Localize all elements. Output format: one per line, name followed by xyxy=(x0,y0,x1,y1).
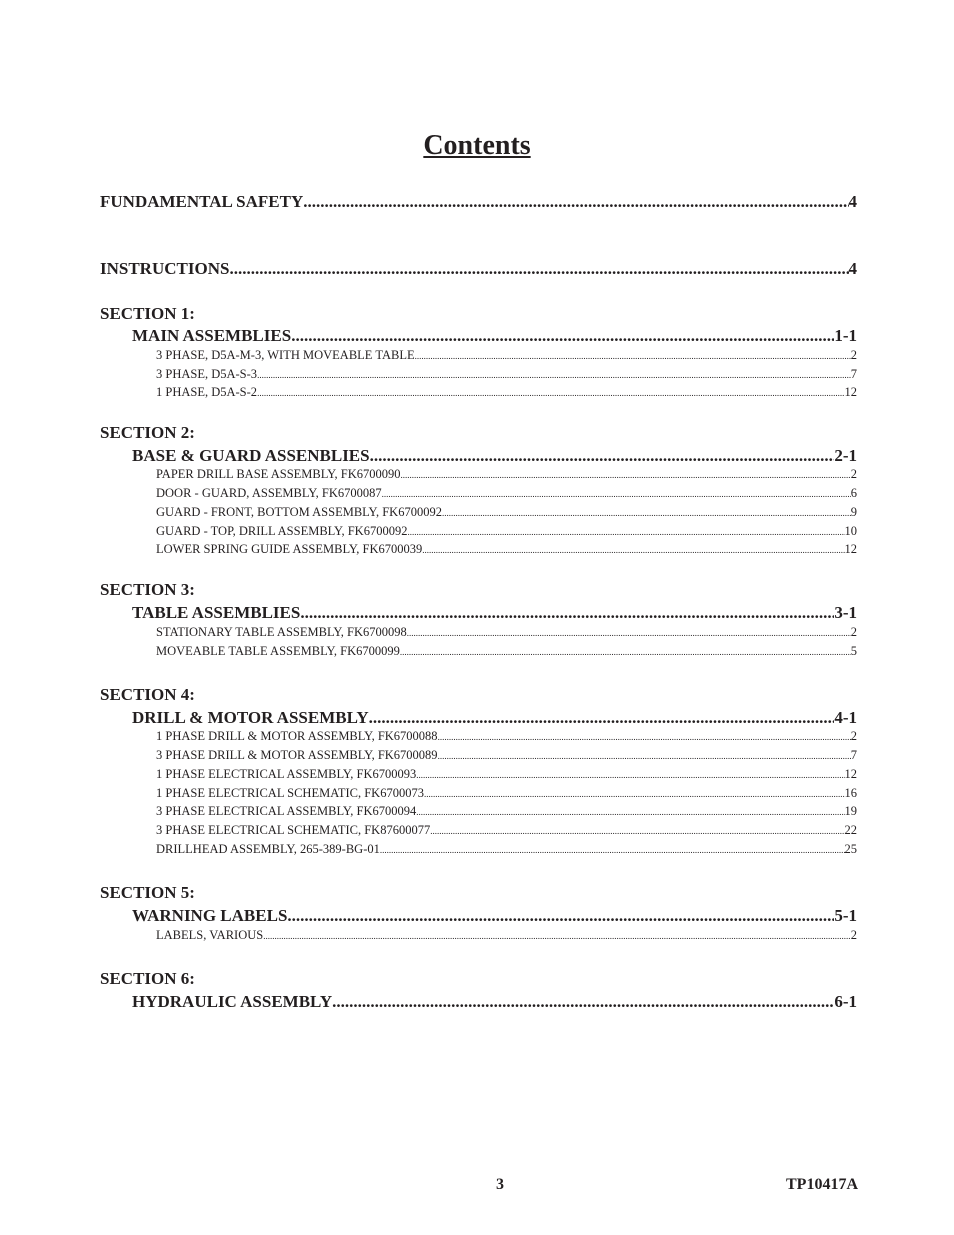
toc-entry-label: 3 PHASE, D5A-S-3 xyxy=(156,367,258,381)
toc-entry-label: DRILL & MOTOR ASSEMBLY xyxy=(132,708,369,727)
toc-sub-entry[interactable] xyxy=(156,767,857,782)
toc-sub-entry[interactable] xyxy=(156,748,857,763)
toc-entry-page: 19 xyxy=(844,804,857,818)
toc-entry-label: INSTRUCTIONS xyxy=(100,259,230,278)
toc-entry-page: 9 xyxy=(850,505,857,519)
toc-entry-page: 2 xyxy=(850,348,857,362)
toc-main-entry[interactable] xyxy=(132,446,857,466)
toc-entry-instructions[interactable] xyxy=(100,259,857,279)
toc-entry-page: 7 xyxy=(850,367,857,381)
toc-entry-label: MAIN ASSEMBLIES xyxy=(132,326,292,345)
toc-entry-page: 2 xyxy=(850,467,857,481)
toc-entry-page: 25 xyxy=(844,842,857,856)
toc-entry-label: HYDRAULIC ASSEMBLY xyxy=(132,992,333,1011)
section-heading: SECTION 6: xyxy=(100,969,195,988)
toc-entry-label: 1 PHASE ELECTRICAL SCHEMATIC, FK6700073 xyxy=(156,786,424,800)
dot-leader xyxy=(430,826,844,836)
toc-sub-entry[interactable] xyxy=(156,729,857,744)
toc-entry-label: FUNDAMENTAL SAFETY xyxy=(100,192,304,211)
toc-entry-page: 3-1 xyxy=(834,603,857,622)
toc-entry-label: GUARD - FRONT, BOTTOM ASSEMBLY, FK6700092 xyxy=(156,505,442,519)
toc-entry-page: 22 xyxy=(844,823,857,837)
toc-entry-label: 3 PHASE ELECTRICAL SCHEMATIC, FK87600077 xyxy=(156,823,431,837)
dot-leader xyxy=(407,628,851,638)
toc-main-entry[interactable] xyxy=(132,708,857,728)
dot-leader xyxy=(415,351,851,361)
dot-leader xyxy=(442,508,851,518)
toc-main-entry[interactable] xyxy=(132,906,857,926)
toc-sub-entry[interactable] xyxy=(156,842,857,857)
dot-leader xyxy=(257,388,844,398)
dot-leader xyxy=(369,708,835,728)
dot-leader xyxy=(416,807,844,817)
dot-leader xyxy=(422,545,844,555)
toc-entry-page: 6-1 xyxy=(834,992,857,1011)
dot-leader xyxy=(380,845,845,855)
toc-entry-page: 12 xyxy=(844,542,857,556)
dot-leader xyxy=(291,326,834,346)
dot-leader xyxy=(438,732,851,742)
toc-entry-label: 3 PHASE, D5A-M-3, WITH MOVEABLE TABLE xyxy=(156,348,415,362)
toc-entry-page: 5-1 xyxy=(834,906,857,925)
toc-entry-label: TABLE ASSEMBLIES xyxy=(132,603,301,622)
toc-entry-label: STATIONARY TABLE ASSEMBLY, FK6700098 xyxy=(156,625,407,639)
dot-leader xyxy=(424,789,845,799)
toc-sub-entry[interactable] xyxy=(156,467,857,482)
toc-entry-label: PAPER DRILL BASE ASSEMBLY, FK6700090 xyxy=(156,467,401,481)
toc-main-entry[interactable] xyxy=(132,603,857,623)
toc-sub-entry[interactable] xyxy=(156,786,857,801)
toc-entry-page: 7 xyxy=(850,748,857,762)
toc-sub-entry[interactable] xyxy=(156,542,857,557)
toc-entry-page: 4 xyxy=(848,259,857,278)
toc-entry-page: 1-1 xyxy=(834,326,857,345)
section-heading: SECTION 1: xyxy=(100,304,195,323)
dot-leader xyxy=(370,446,835,466)
toc-entry-label: DRILLHEAD ASSEMBLY, 265-389-BG-01 xyxy=(156,842,380,856)
dot-leader xyxy=(257,370,851,380)
toc-entry-page: 2 xyxy=(850,625,857,639)
section-heading: SECTION 3: xyxy=(100,580,195,599)
section-heading: SECTION 5: xyxy=(100,883,195,902)
document-code: TP10417A xyxy=(786,1176,858,1193)
dot-leader xyxy=(263,931,851,941)
toc-sub-entry[interactable] xyxy=(156,644,857,659)
toc-sub-entry[interactable] xyxy=(156,524,857,539)
toc-sub-entry[interactable] xyxy=(156,505,857,520)
toc-entry-page: 10 xyxy=(844,524,857,538)
toc-entry-label: 3 PHASE ELECTRICAL ASSEMBLY, FK6700094 xyxy=(156,804,417,818)
toc-sub-entry[interactable] xyxy=(156,348,857,363)
toc-sub-entry[interactable] xyxy=(156,928,857,943)
dot-leader xyxy=(229,259,848,279)
toc-entry-label: LOWER SPRING GUIDE ASSEMBLY, FK6700039 xyxy=(156,542,423,556)
toc-entry-page: 5 xyxy=(850,644,857,658)
toc-entry-label: 1 PHASE ELECTRICAL ASSEMBLY, FK6700093 xyxy=(156,767,417,781)
toc-entry-page: 4-1 xyxy=(834,708,857,727)
toc-entry-page: 12 xyxy=(844,385,857,399)
section-heading: SECTION 2: xyxy=(100,423,195,442)
dot-leader xyxy=(401,470,851,480)
toc-entry-page: 12 xyxy=(844,767,857,781)
dot-leader xyxy=(300,603,834,623)
dot-leader xyxy=(400,647,851,657)
toc-entry-label: LABELS, VARIOUS xyxy=(156,928,264,942)
toc-entry-label: DOOR - GUARD, ASSEMBLY, FK6700087 xyxy=(156,486,382,500)
dot-leader xyxy=(303,192,848,212)
dot-leader xyxy=(287,906,834,926)
toc-entry-page: 2 xyxy=(850,928,857,942)
toc-entry-fundamental-safety[interactable] xyxy=(100,192,857,212)
toc-entry-page: 2 xyxy=(850,729,857,743)
page-title: Contents xyxy=(423,130,531,161)
toc-entry-label: GUARD - TOP, DRILL ASSEMBLY, FK6700092 xyxy=(156,524,408,538)
toc-sub-entry[interactable] xyxy=(156,625,857,640)
toc-entry-label: WARNING LABELS xyxy=(132,906,288,925)
toc-entry-page: 6 xyxy=(850,486,857,500)
section-heading: SECTION 4: xyxy=(100,685,195,704)
dot-leader xyxy=(416,770,844,780)
toc-entry-page: 2-1 xyxy=(834,446,857,465)
toc-main-entry[interactable] xyxy=(132,992,857,1012)
toc-sub-entry[interactable] xyxy=(156,385,857,400)
toc-entry-label: MOVEABLE TABLE ASSEMBLY, FK6700099 xyxy=(156,644,400,658)
toc-sub-entry[interactable] xyxy=(156,486,857,501)
toc-entry-page: 4 xyxy=(848,192,857,211)
toc-sub-entry[interactable] xyxy=(156,804,857,819)
toc-entry-label: 1 PHASE DRILL & MOTOR ASSEMBLY, FK6700088 xyxy=(156,729,438,743)
dot-leader xyxy=(382,489,851,499)
dot-leader xyxy=(438,751,851,761)
dot-leader xyxy=(332,992,834,1012)
toc-entry-label: BASE & GUARD ASSENBLIES xyxy=(132,446,370,465)
toc-entry-label: 3 PHASE DRILL & MOTOR ASSEMBLY, FK6700089 xyxy=(156,748,438,762)
toc-sub-entry[interactable] xyxy=(156,823,857,838)
toc-sub-entry[interactable] xyxy=(156,367,857,382)
toc-main-entry[interactable] xyxy=(132,326,857,346)
page-number: 3 xyxy=(496,1176,504,1193)
toc-entry-label: 1 PHASE, D5A-S-2 xyxy=(156,385,258,399)
toc-entry-page: 16 xyxy=(844,786,857,800)
dot-leader xyxy=(407,527,844,537)
